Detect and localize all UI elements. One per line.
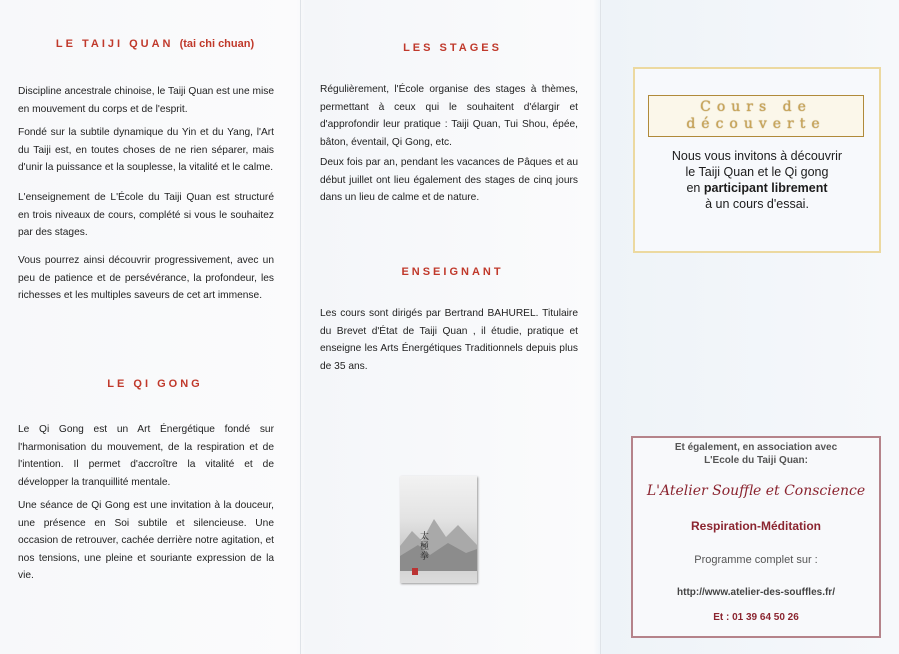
taiji-paragraph-2: Fondé sur la subtile dynamique du Yin et du Yang, l'Art du Taiji est, en toutes choses de ne rien séparer, mais d'unir la puissance et la souplesse, la vitalité et le calme. [18, 127, 274, 173]
invite-line-2: le Taiji Quan et le Qi gong [685, 165, 829, 179]
book-cover-image [400, 476, 477, 583]
programme-label: Programme complet sur : [694, 554, 818, 566]
taiji-heading [20, 38, 290, 50]
enseignant-paragraph: Les cours sont dirigés par Bertrand BAHUREL. Titulaire du Brevet d'État de Taiji Quan , il étudie, pratique et enseigne les Arts Énergétiques Traditionnels depuis plus de 35 ans. [320, 308, 578, 372]
stages-paragraph-1: Régulièrement, l'École organise des stages à thèmes, permettant à ceux qui le souhaitent d'élargir et d'approfondir leur pratique : Taiji Quan, Tui Shou, épée, bâton, éventail, Qi Gong, etc. [320, 84, 578, 148]
taiji-title: LE TAIJI QUAN [55, 38, 174, 50]
invite-line-1: Nous vous invitons à découvrir [671, 149, 843, 163]
qigong-paragraph-2: Une séance de Qi Gong est une invitation à la douceur, une présence en Soi subtile et silencieuse. Une occasion de retrouver, cachée derrière notre agitation, et nos tensions, une pleine et souriante expression de la vie. [18, 500, 274, 581]
taiji-paragraph-4: Vous pourrez ainsi découvrir progressivement, avec un peu de patience et de persévérance, la profondeur, les richesses et les multiples saveurs de cet art immense. [18, 255, 274, 301]
mountain-illustration [400, 511, 477, 571]
assoc-line-1: Et également, en association avec [674, 442, 838, 453]
invite-line-3 [640, 180, 874, 196]
invitation-text [640, 148, 874, 212]
enseignant-title: ENSEIGNANT [401, 266, 504, 278]
red-seal-stamp [412, 568, 418, 575]
book-calligraphy: 太極拳 [420, 532, 430, 562]
taiji-paragraph-1: Discipline ancestrale chinoise, le Taiji Quan est une mise en mouvement du corps et de l'esprit. [18, 86, 274, 115]
invite-line-3-prefix: en [686, 181, 704, 195]
stages-title: LES STAGES [403, 42, 502, 54]
cours-decouverte-title [648, 95, 864, 137]
taiji-subtitle: (tai chi chuan) [179, 38, 255, 50]
fold-line-right [600, 0, 601, 654]
stages-paragraph-2: Deux fois par an, pendant les vacances de Pâques et au début juillet ont lieu également des stages de cinq jours dans un lieu de calme et de nature. [320, 157, 578, 203]
cours-title-line-2: découverte [686, 116, 826, 132]
qigong-title: LE QI GONG [107, 378, 203, 390]
invite-line-3-bold: participant librement [703, 181, 828, 195]
taiji-paragraph-3: L'enseignement de L'École du Taiji Quan est structuré en trois niveaux de cours, complété si vous le souhaitez par des stages. [18, 192, 274, 238]
respiration-meditation: Respiration-Méditation [690, 519, 821, 533]
cours-title-line-1: Cours de [700, 99, 812, 115]
qigong-paragraph-1: Le Qi Gong est un Art Énergétique fondé sur l'harmonisation du mouvement, de la respiration et de l'intention. Il permet d'accroître la vitalité et de développer la tranquillité mentale. [18, 424, 274, 488]
fold-line-left [300, 0, 301, 654]
atelier-name: L'Atelier Souffle et Conscience [646, 483, 866, 499]
invite-line-4: à un cours d'essai. [705, 197, 809, 211]
association-intro [636, 441, 876, 467]
website-url[interactable]: http://www.atelier-des-souffles.fr/ [677, 587, 835, 598]
phone-number: Et : 01 39 64 50 26 [713, 612, 799, 623]
assoc-line-2: L'Ecole du Taiji Quan: [704, 455, 808, 466]
